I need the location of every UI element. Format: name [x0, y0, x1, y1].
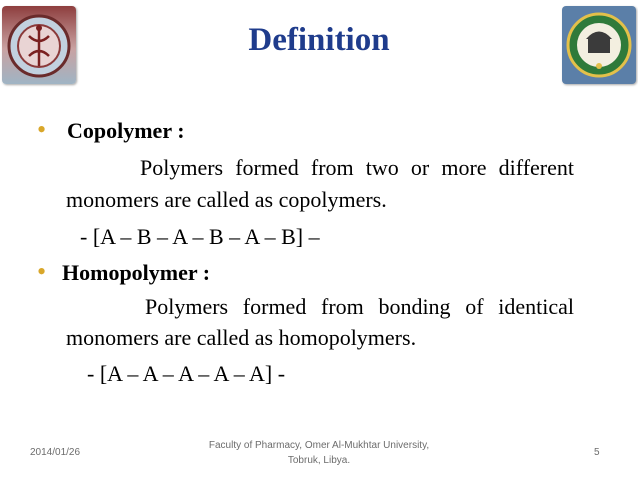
slide-title: Definition	[248, 22, 390, 58]
footer-institution	[200, 438, 438, 468]
bullet-icon: •	[37, 115, 47, 144]
homopolymer-definition-line2: monomers are called as homopolymers.	[66, 325, 417, 350]
footer-institution-line2: Tobruk, Libya.	[287, 455, 351, 466]
homopolymer-definition-line1: Polymers formed from bonding of identical	[145, 294, 574, 319]
homopolymer-example: - [A – A – A – A – A] -	[87, 361, 286, 386]
footer-date: 2014/01/26	[30, 447, 81, 458]
homopolymer-heading: Homopolymer :	[62, 260, 211, 285]
footer-page-number: 5	[594, 447, 600, 458]
bullet-icon: •	[37, 257, 47, 286]
footer-institution-line1: Faculty of Pharmacy, Omer Al-Mukhtar University,	[208, 440, 430, 451]
copolymer-definition-line1: Polymers formed from two or more different	[140, 155, 574, 180]
copolymer-definition-line2: monomers are called as copolymers.	[66, 187, 387, 212]
copolymer-heading: Copolymer :	[67, 118, 185, 143]
copolymer-example: - [A – B – A – B – A – B] –	[80, 224, 320, 249]
